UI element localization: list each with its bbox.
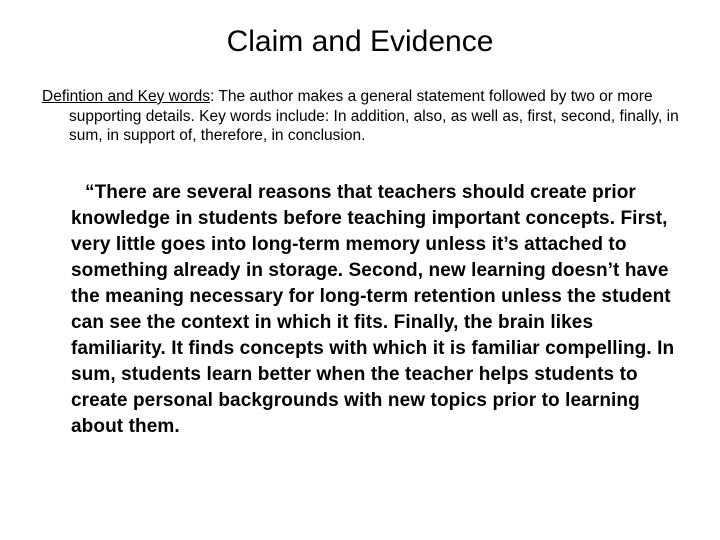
definition-separator: : xyxy=(210,88,219,105)
slide-title: Claim and Evidence xyxy=(226,25,494,58)
definition-body: The author makes a general statement followed by two or more supporting details. Key words include: In addition, also, as well as, first, second, finally, in sum, in support of, therefore, in conclusion. xyxy=(69,88,679,144)
definition-paragraph xyxy=(42,87,699,146)
example-quote: “There are several reasons that teachers should create prior knowledge in students before teaching important concepts. First, very little goes into long-term memory unless it’s attached to something already in storage. Second, new learning doesn’t have the meaning necessary for long-term retention unless the student can see the context in which it fits. Finally, the brain likes familiarity. It finds concepts with which it is familiar compelling. In sum, students learn better when the teacher helps students to create personal backgrounds with new topics prior to learning about them. xyxy=(71,182,675,437)
definition-term: Defintion and Key words xyxy=(42,88,211,105)
